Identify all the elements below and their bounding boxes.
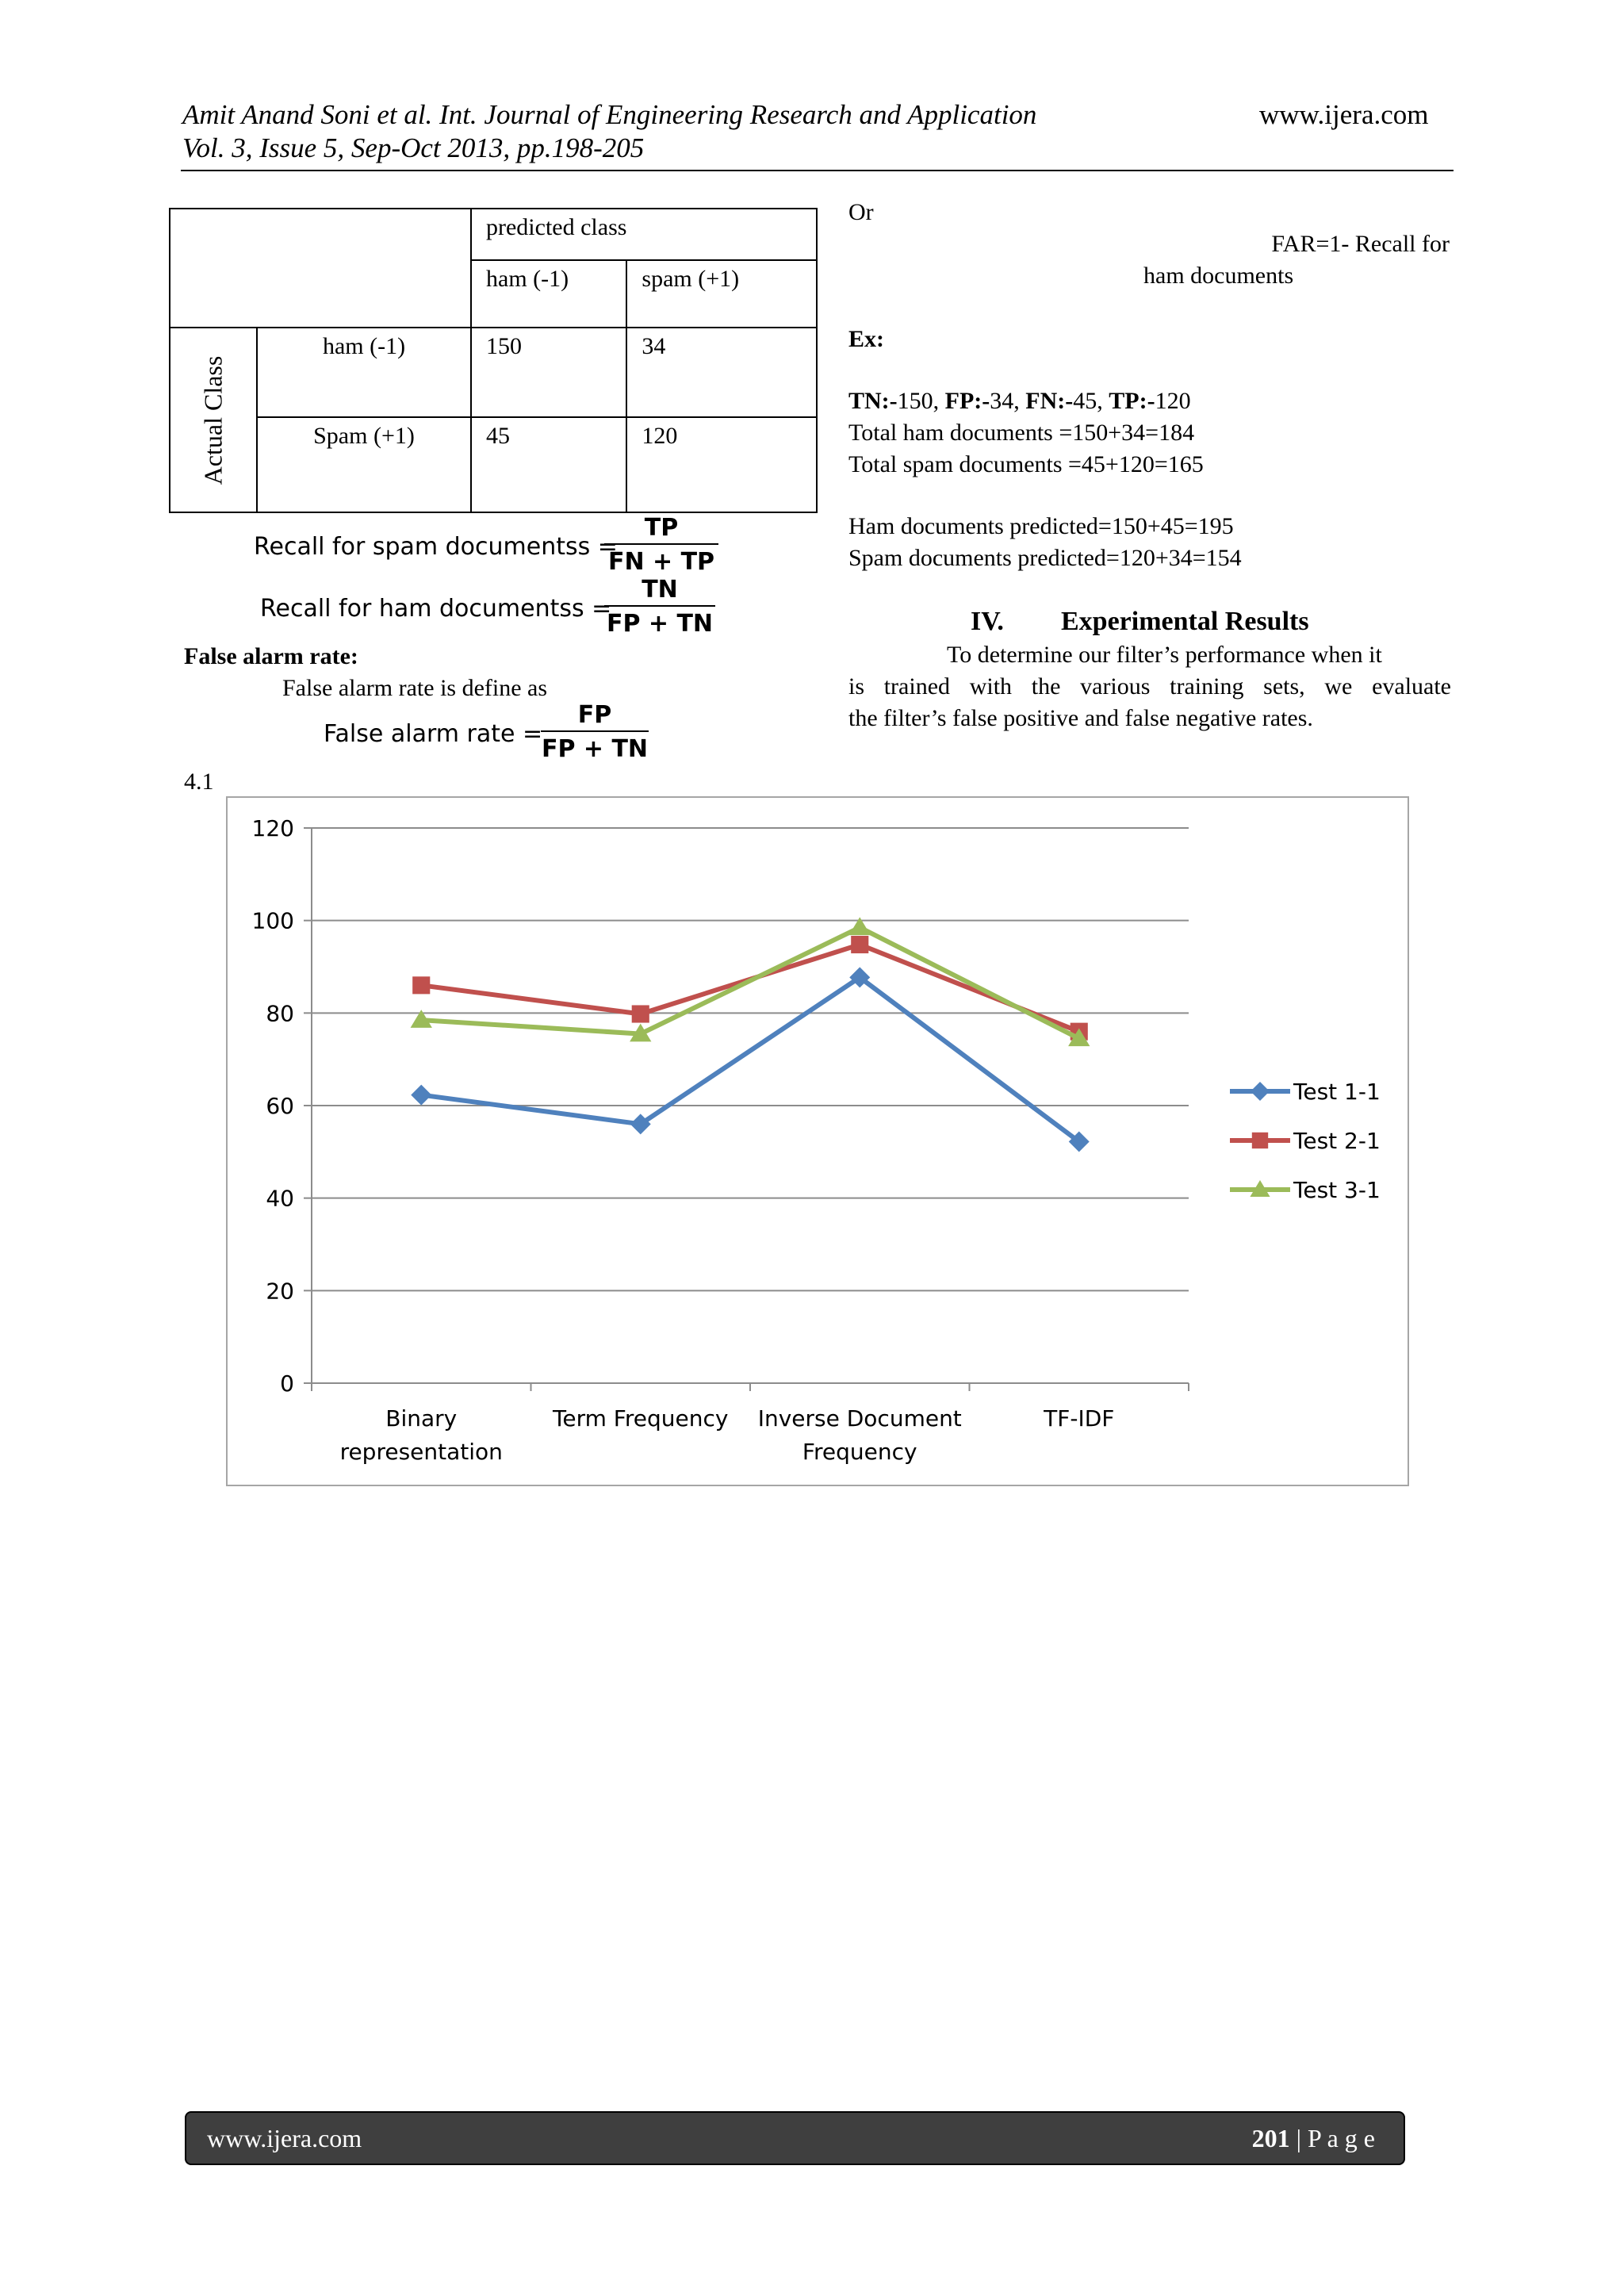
x-tick-label: Frequency	[802, 1439, 917, 1465]
matrix-actual-class-label: Actual Class	[198, 355, 228, 485]
x-tick-label: Binary	[385, 1405, 458, 1432]
confusion-matrix-table	[169, 208, 818, 513]
example-counts	[848, 385, 1191, 417]
paragraph-line-3: the filter’s false positive and false negative rates.	[848, 705, 1313, 731]
example-label: Ex:	[848, 326, 884, 352]
fn-label: FN:-	[1025, 388, 1074, 414]
header-rule	[181, 170, 1454, 171]
y-tick-label: 40	[266, 1185, 294, 1212]
matrix-cell-fp: 34	[626, 328, 817, 417]
false-alarm-heading: False alarm rate:	[184, 643, 358, 669]
recall-spam-denominator: FN + TP	[607, 548, 715, 576]
false-alarm-intro: False alarm rate is define as	[282, 675, 548, 701]
recall-ham-fraction	[604, 576, 715, 638]
far-formula-line2: ham documents	[1143, 263, 1294, 289]
running-header-website: www.ijera.com	[1259, 99, 1429, 130]
y-tick-label: 60	[266, 1093, 294, 1119]
running-header-volume: Vol. 3, Issue 5, Sep-Oct 2013, pp.198-205	[182, 132, 645, 163]
paragraph-line-2: is trained with the various training sets, we evaluate	[848, 673, 1451, 700]
recall-ham-denominator: FP + TN	[606, 610, 714, 638]
spam-predicted-line: Spam documents predicted=120+34=154	[848, 545, 1242, 571]
matrix-cell-tp: 120	[626, 417, 817, 512]
matrix-cell-fn: 45	[471, 417, 626, 512]
x-tick-label: Inverse Document	[757, 1405, 962, 1432]
recall-ham-label: Recall for ham documentss =	[260, 595, 612, 623]
legend-label: Test 1-1	[1293, 1079, 1381, 1105]
section-number: IV.	[971, 607, 1004, 636]
footer-page-number	[1252, 2124, 1375, 2153]
x-tick-label: Term Frequency	[553, 1405, 729, 1432]
false-alarm-fraction	[541, 701, 649, 763]
recall-spam-fraction	[604, 514, 718, 576]
page-word: | P a g e	[1289, 2124, 1375, 2152]
matrix-row-spam: Spam (+1)	[257, 417, 471, 512]
matrix-row-ham: ham (-1)	[257, 328, 471, 417]
right-or: Or	[848, 199, 874, 225]
data-point-2	[632, 1005, 649, 1022]
running-header-journal: Amit Anand Soni et al. Int. Journal of Engineering Research and Application	[182, 99, 1037, 130]
fp-label: FP:-	[944, 388, 990, 414]
false-alarm-numerator: FP	[541, 701, 649, 732]
false-alarm-denominator: FP + TN	[541, 735, 649, 763]
section-title: Experimental Results	[1061, 607, 1309, 636]
tn-value: 150,	[897, 388, 945, 414]
y-tick-label: 100	[251, 907, 294, 934]
data-point-1	[411, 1085, 431, 1106]
tp-value: 120	[1155, 388, 1191, 414]
page-footer	[185, 2111, 1405, 2165]
data-point-2	[412, 976, 430, 994]
line-chart	[228, 798, 1408, 1485]
series-line-1	[421, 977, 1079, 1141]
fn-value: 45,	[1073, 388, 1109, 414]
legend-label: Test 2-1	[1293, 1128, 1381, 1154]
tp-label: TP:-	[1109, 388, 1155, 414]
far-formula-line1: FAR=1- Recall for	[1271, 231, 1450, 257]
x-tick-label: TF-IDF	[1044, 1405, 1115, 1432]
total-ham-line: Total ham documents =150+34=184	[848, 420, 1195, 446]
matrix-actual-class-cell	[170, 328, 257, 512]
tn-label: TN:-	[848, 388, 898, 414]
matrix-col-ham: ham (-1)	[471, 260, 626, 328]
recall-spam-numerator: TP	[604, 514, 718, 545]
paragraph-line-1: To determine our filter’s performance when it	[947, 642, 1382, 668]
y-tick-label: 120	[251, 815, 294, 841]
fp-value: 34,	[990, 388, 1026, 414]
legend-label: Test 3-1	[1293, 1177, 1381, 1203]
matrix-col-spam: spam (+1)	[626, 260, 817, 328]
y-tick-label: 80	[266, 1000, 294, 1027]
recall-ham-numerator: TN	[604, 576, 715, 607]
legend-swatch-marker	[1252, 1133, 1268, 1148]
series-line-3	[421, 927, 1079, 1038]
matrix-predicted-class-header: predicted class	[471, 209, 817, 260]
y-tick-label: 0	[280, 1370, 294, 1397]
footer-website: www.ijera.com	[207, 2124, 362, 2152]
matrix-cell-tn: 150	[471, 328, 626, 417]
matrix-corner-cell	[170, 209, 471, 328]
false-alarm-label: False alarm rate =	[324, 720, 543, 748]
subsection-number: 4.1	[184, 769, 214, 795]
page-number: 201	[1251, 2124, 1290, 2152]
y-tick-label: 20	[266, 1278, 294, 1305]
x-tick-label: representation	[339, 1439, 503, 1465]
legend-swatch-marker	[1251, 1082, 1270, 1101]
data-point-2	[851, 936, 868, 953]
ham-predicted-line: Ham documents predicted=150+45=195	[848, 513, 1234, 539]
line-chart-frame	[226, 796, 1409, 1486]
total-spam-line: Total spam documents =45+120=165	[848, 451, 1204, 477]
recall-spam-label: Recall for spam documentss =	[254, 533, 618, 561]
